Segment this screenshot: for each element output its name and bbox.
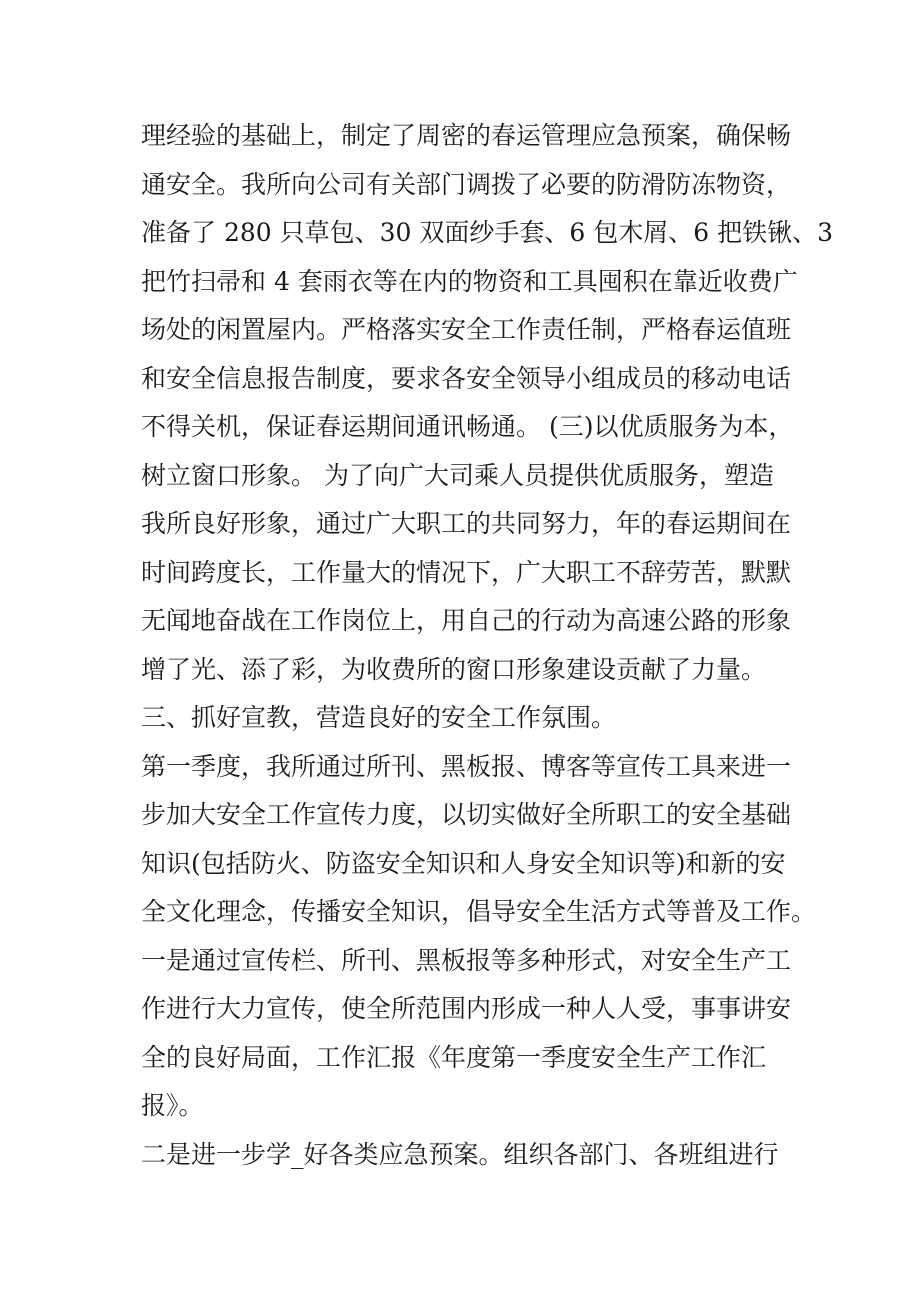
text-line: 时间跨度长，工作量大的情况下，广大职工不辞劳苦，默默 bbox=[141, 557, 792, 587]
text-line: 步加大安全工作宣传力度，以切实做好全所职工的安全基础 bbox=[141, 800, 792, 829]
text-line: 无闻地奋战在工作岗位上，用自己的行动为高速公路的形象 bbox=[141, 606, 792, 635]
text-line: 我所良好形象，通过广大职工的共同努力，年的春运期间在 bbox=[141, 509, 792, 538]
text-line: 知识(包括防火、防盗安全知识和人身安全知识等)和新的安 bbox=[141, 848, 786, 878]
text-line: 全的良好局面，工作汇报《年度第一季度安全生产工作汇 bbox=[141, 1042, 767, 1072]
section-heading bbox=[141, 694, 801, 743]
text-line: 第一季度，我所通过所刊、黑板报、博客等宣传工具来进一 bbox=[141, 751, 792, 781]
text-line: 通安全。我所向公司有关部门调拨了必要的防滑防冻物资， bbox=[141, 169, 792, 199]
text-line: 理经验的基础上，制定了周密的春运管理应急预案，确保畅 bbox=[141, 121, 792, 150]
text-line: 增了光、添了彩，为收费所的窗口形象建设贡献了力量。 bbox=[141, 654, 767, 684]
paragraph-emergency-plans bbox=[141, 1131, 801, 1180]
text-line: 准备了 280 只草包、30 双面纱手套、6 包木屑、6 把铁锹、3 bbox=[141, 218, 833, 247]
text-line: 不得关机，保证春运期间通讯畅通。 (三)以优质服务为本， bbox=[141, 412, 794, 441]
text-line: 作进行大力宣传，使全所范围内形成一种人人受，事事讲安 bbox=[141, 994, 792, 1023]
text-line: 和安全信息报告制度，要求各安全领导小组成员的移动电话 bbox=[141, 363, 792, 393]
heading-line: 三、抓好宣教，营造良好的安全工作氛围。 bbox=[141, 703, 617, 732]
text-line: 报》。 bbox=[141, 1091, 204, 1120]
text-line: 场处的闲置屋内。严格落实安全工作责任制，严格春运值班 bbox=[141, 315, 792, 344]
paragraph-spring-transport bbox=[141, 112, 833, 694]
paragraph-first-quarter bbox=[141, 743, 817, 1131]
text-line: 一是通过宣传栏、所刊、黑板报等多种形式，对安全生产工 bbox=[141, 945, 792, 975]
text-line: 树立窗口形象。 为了向广大司乘人员提供优质服务，塑造 bbox=[141, 460, 774, 490]
text-line: 把竹扫帚和 4 套雨衣等在内的物资和工具囤积在靠近收费广 bbox=[141, 266, 798, 296]
text-line: 二是进一步学_好各类应急预案。组织各部门、各班组进行 bbox=[141, 1139, 779, 1169]
document-body bbox=[141, 112, 833, 1179]
text-line: 全文化理念，传播安全知识，倡导安全生活方式等普及工作。 bbox=[141, 897, 817, 926]
